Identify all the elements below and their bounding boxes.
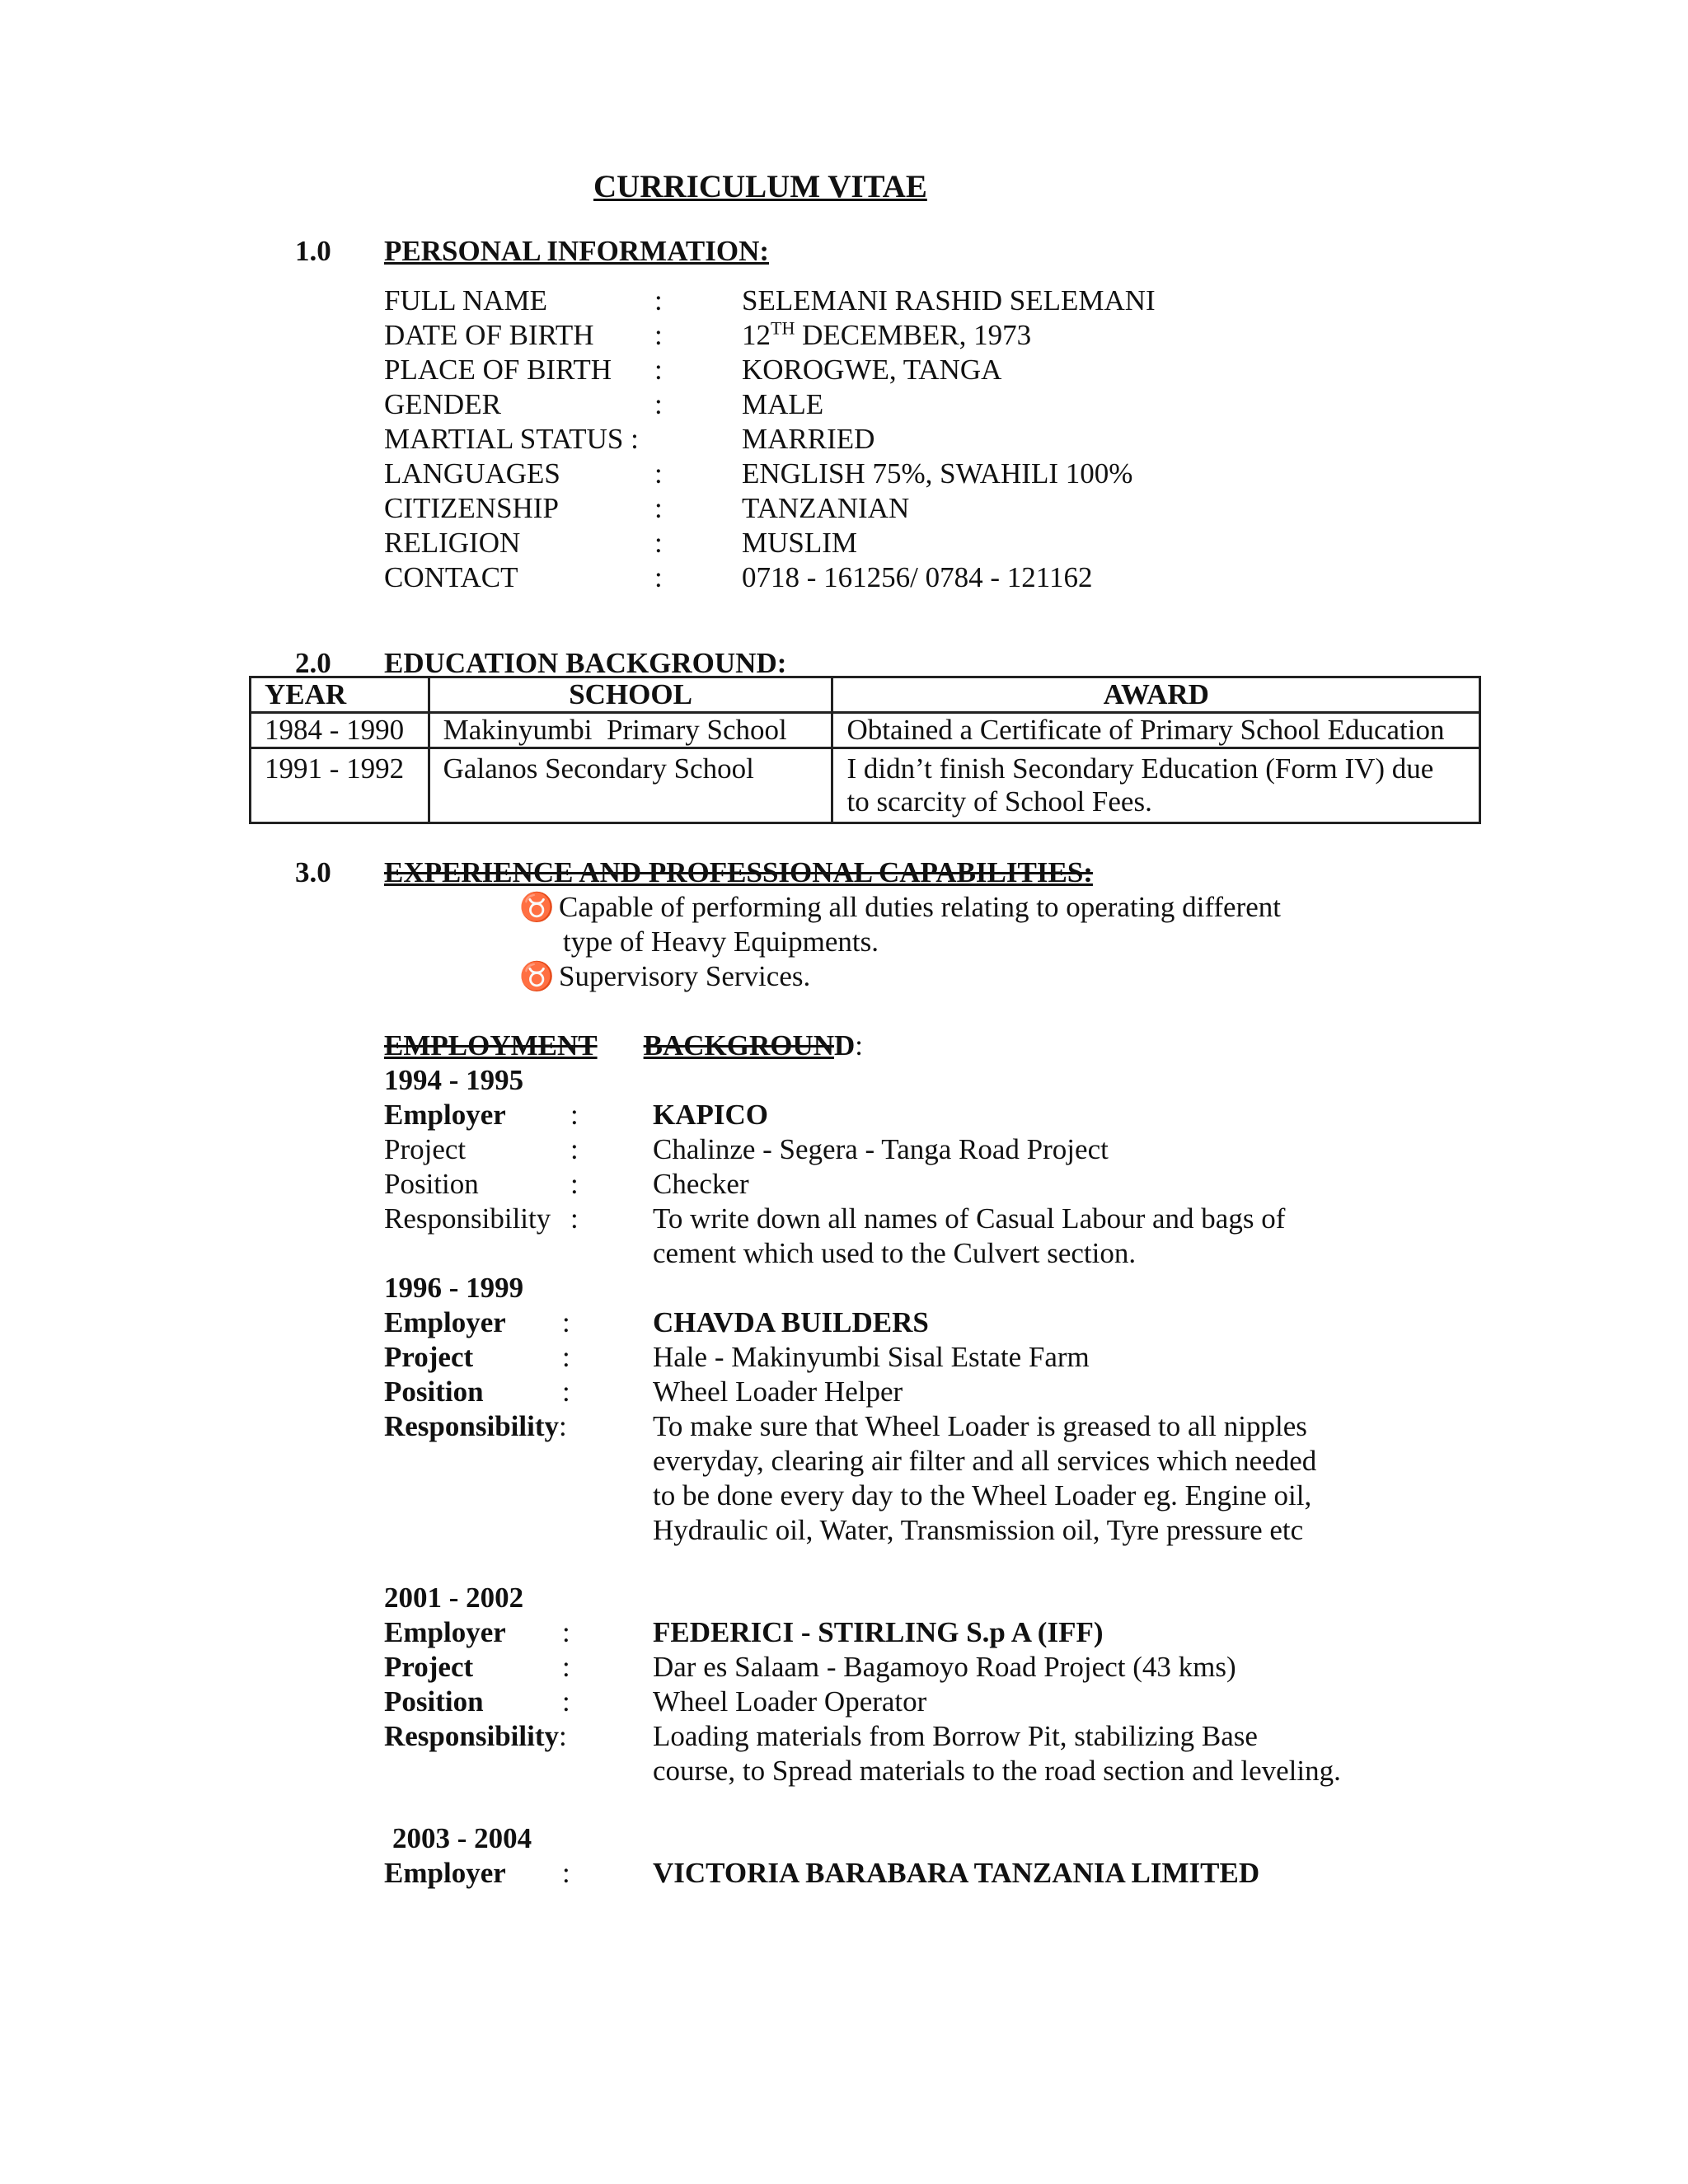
responsibility-label: Responsibility [384,1202,551,1235]
value-contact: 0718 - 161256/ 0784 - 121162 [742,561,1093,593]
label-citizenship: CITIZENSHIP [384,492,559,524]
job-years: 1994 - 1995 [384,1064,524,1096]
job-years: 2001 - 2002 [384,1582,524,1614]
sep: : [654,527,663,559]
responsibility-label: Responsibility: [384,1720,567,1752]
position-label: Position [384,1168,479,1200]
value-religion: MUSLIM [742,527,858,559]
label-place-of-birth: PLACE OF BIRTH [384,354,612,386]
education-table [249,676,1481,824]
label-contact: CONTACT [384,561,518,593]
sep: : [562,1376,570,1408]
sep: : [570,1202,579,1235]
cell-award [832,748,1480,823]
employment-heading: EMPLOYMENT BACKGROUND: [384,1029,864,1062]
label-gender: GENDER [384,388,501,420]
award-line: to scarcity of School Fees. [846,785,1152,818]
section-2-number: 2.0 [295,647,331,679]
responsibility-line: To write down all names of Casual Labour and bags of [653,1202,1286,1235]
responsibility-line: Loading materials from Borrow Pit, stabilizing Base [653,1720,1258,1752]
employer-label: Employer [384,1857,506,1889]
job-years: 1996 - 1999 [384,1272,524,1304]
position-value: Checker [653,1168,749,1200]
sep: : [562,1685,570,1718]
sep: : [562,1651,570,1683]
sep: : [570,1099,579,1131]
label-languages: LANGUAGES [384,457,560,490]
value-citizenship: TANZANIAN [742,492,910,524]
header-year: YEAR [251,677,429,713]
section-2-heading: EDUCATION BACKGROUND: [384,647,787,679]
document-title: CURRICULUM VITAE [593,169,927,204]
employer-value: CHAVDA BUILDERS [653,1306,929,1338]
label-date-of-birth: DATE OF BIRTH [384,319,594,351]
label-marital-status: MARTIAL STATUS : [384,423,639,455]
value-languages: ENGLISH 75%, SWAHILI 100% [742,457,1133,490]
section-1-number: 1.0 [295,235,331,267]
employer-value: FEDERICI - STIRLING S.p A (IFF) [653,1616,1104,1648]
taurus-bullet-icon: ♉ [519,962,555,992]
project-label: Project [384,1341,474,1373]
taurus-bullet-icon: ♉ [519,893,555,923]
cell-school: Galanos Secondary School [429,748,832,823]
header-school: SCHOOL [429,677,832,713]
responsibility-line: Hydraulic oil, Water, Transmission oil, Tyre pressure etc [653,1514,1304,1546]
table-header-row [251,677,1480,713]
project-label: Project [384,1651,474,1683]
responsibility-label: Responsibility: [384,1410,567,1442]
employer-label: Employer [384,1099,506,1131]
project-value: Dar es Salaam - Bagamoyo Road Project (43 kms) [653,1651,1236,1683]
employer-label: Employer [384,1616,506,1648]
cell-year: 1991 - 1992 [251,748,429,823]
sep: : [570,1133,579,1165]
bullet-item: ♉ Capable of performing all duties relating to operating different [519,890,1281,926]
section-3-number: 3.0 [295,856,331,888]
section-3-heading: EXPERIENCE AND PROFESSIONAL CAPABILITIES: [384,856,1093,888]
position-label: Position [384,1685,484,1718]
value-full-name: SELEMANI RASHID SELEMANI [742,284,1156,316]
label-full-name: FULL NAME [384,284,548,316]
sep: : [654,284,663,316]
value-gender: MALE [742,388,824,420]
section-1-heading: PERSONAL INFORMATION: [384,235,770,267]
table-row [251,748,1480,823]
sep: : [562,1306,570,1338]
responsibility-line: To make sure that Wheel Loader is greased to all nipples [653,1410,1307,1442]
position-value: Wheel Loader Operator [653,1685,927,1718]
sep: : [570,1168,579,1200]
sep: : [654,319,663,351]
project-label: Project [384,1133,467,1165]
cell-award: Obtained a Certificate of Primary School Education [832,713,1480,748]
bullet-item: ♉ Supervisory Services. [519,959,810,995]
sep: : [562,1616,570,1648]
responsibility-line: cement which used to the Culvert section. [653,1237,1137,1269]
value-marital-status: MARRIED [742,423,875,455]
employer-label: Employer [384,1306,506,1338]
project-value: Chalinze - Segera - Tanga Road Project [653,1133,1109,1165]
sep: : [654,457,663,490]
position-value: Wheel Loader Helper [653,1376,903,1408]
employer-value: VICTORIA BARABARA TANZANIA LIMITED [653,1857,1260,1889]
sep: : [654,388,663,420]
label-religion: RELIGION [384,527,521,559]
responsibility-line: course, to Spread materials to the road section and leveling. [653,1755,1341,1787]
sep: : [654,492,663,524]
value-date-of-birth: 12TH DECEMBER, 1973 [742,317,1032,351]
table-row [251,713,1480,748]
sep: : [562,1857,570,1889]
sep: : [562,1341,570,1373]
award-line: I didn’t finish Secondary Education (Form IV) due [846,752,1434,785]
employer-value: KAPICO [653,1099,768,1131]
header-award: AWARD [832,677,1480,713]
value-place-of-birth: KOROGWE, TANGA [742,354,1002,386]
responsibility-line: everyday, clearing air filter and all services which needed [653,1445,1317,1477]
position-label: Position [384,1376,484,1408]
cell-year: 1984 - 1990 [251,713,429,748]
bullet-item-continuation: type of Heavy Equipments. [563,926,879,958]
sep: : [654,561,663,593]
project-value: Hale - Makinyumbi Sisal Estate Farm [653,1341,1090,1373]
sep: : [654,354,663,386]
cell-school: Makinyumbi Primary School [429,713,832,748]
job-years: 2003 - 2004 [392,1822,532,1854]
responsibility-line: to be done every day to the Wheel Loader eg. Engine oil, [653,1479,1312,1511]
